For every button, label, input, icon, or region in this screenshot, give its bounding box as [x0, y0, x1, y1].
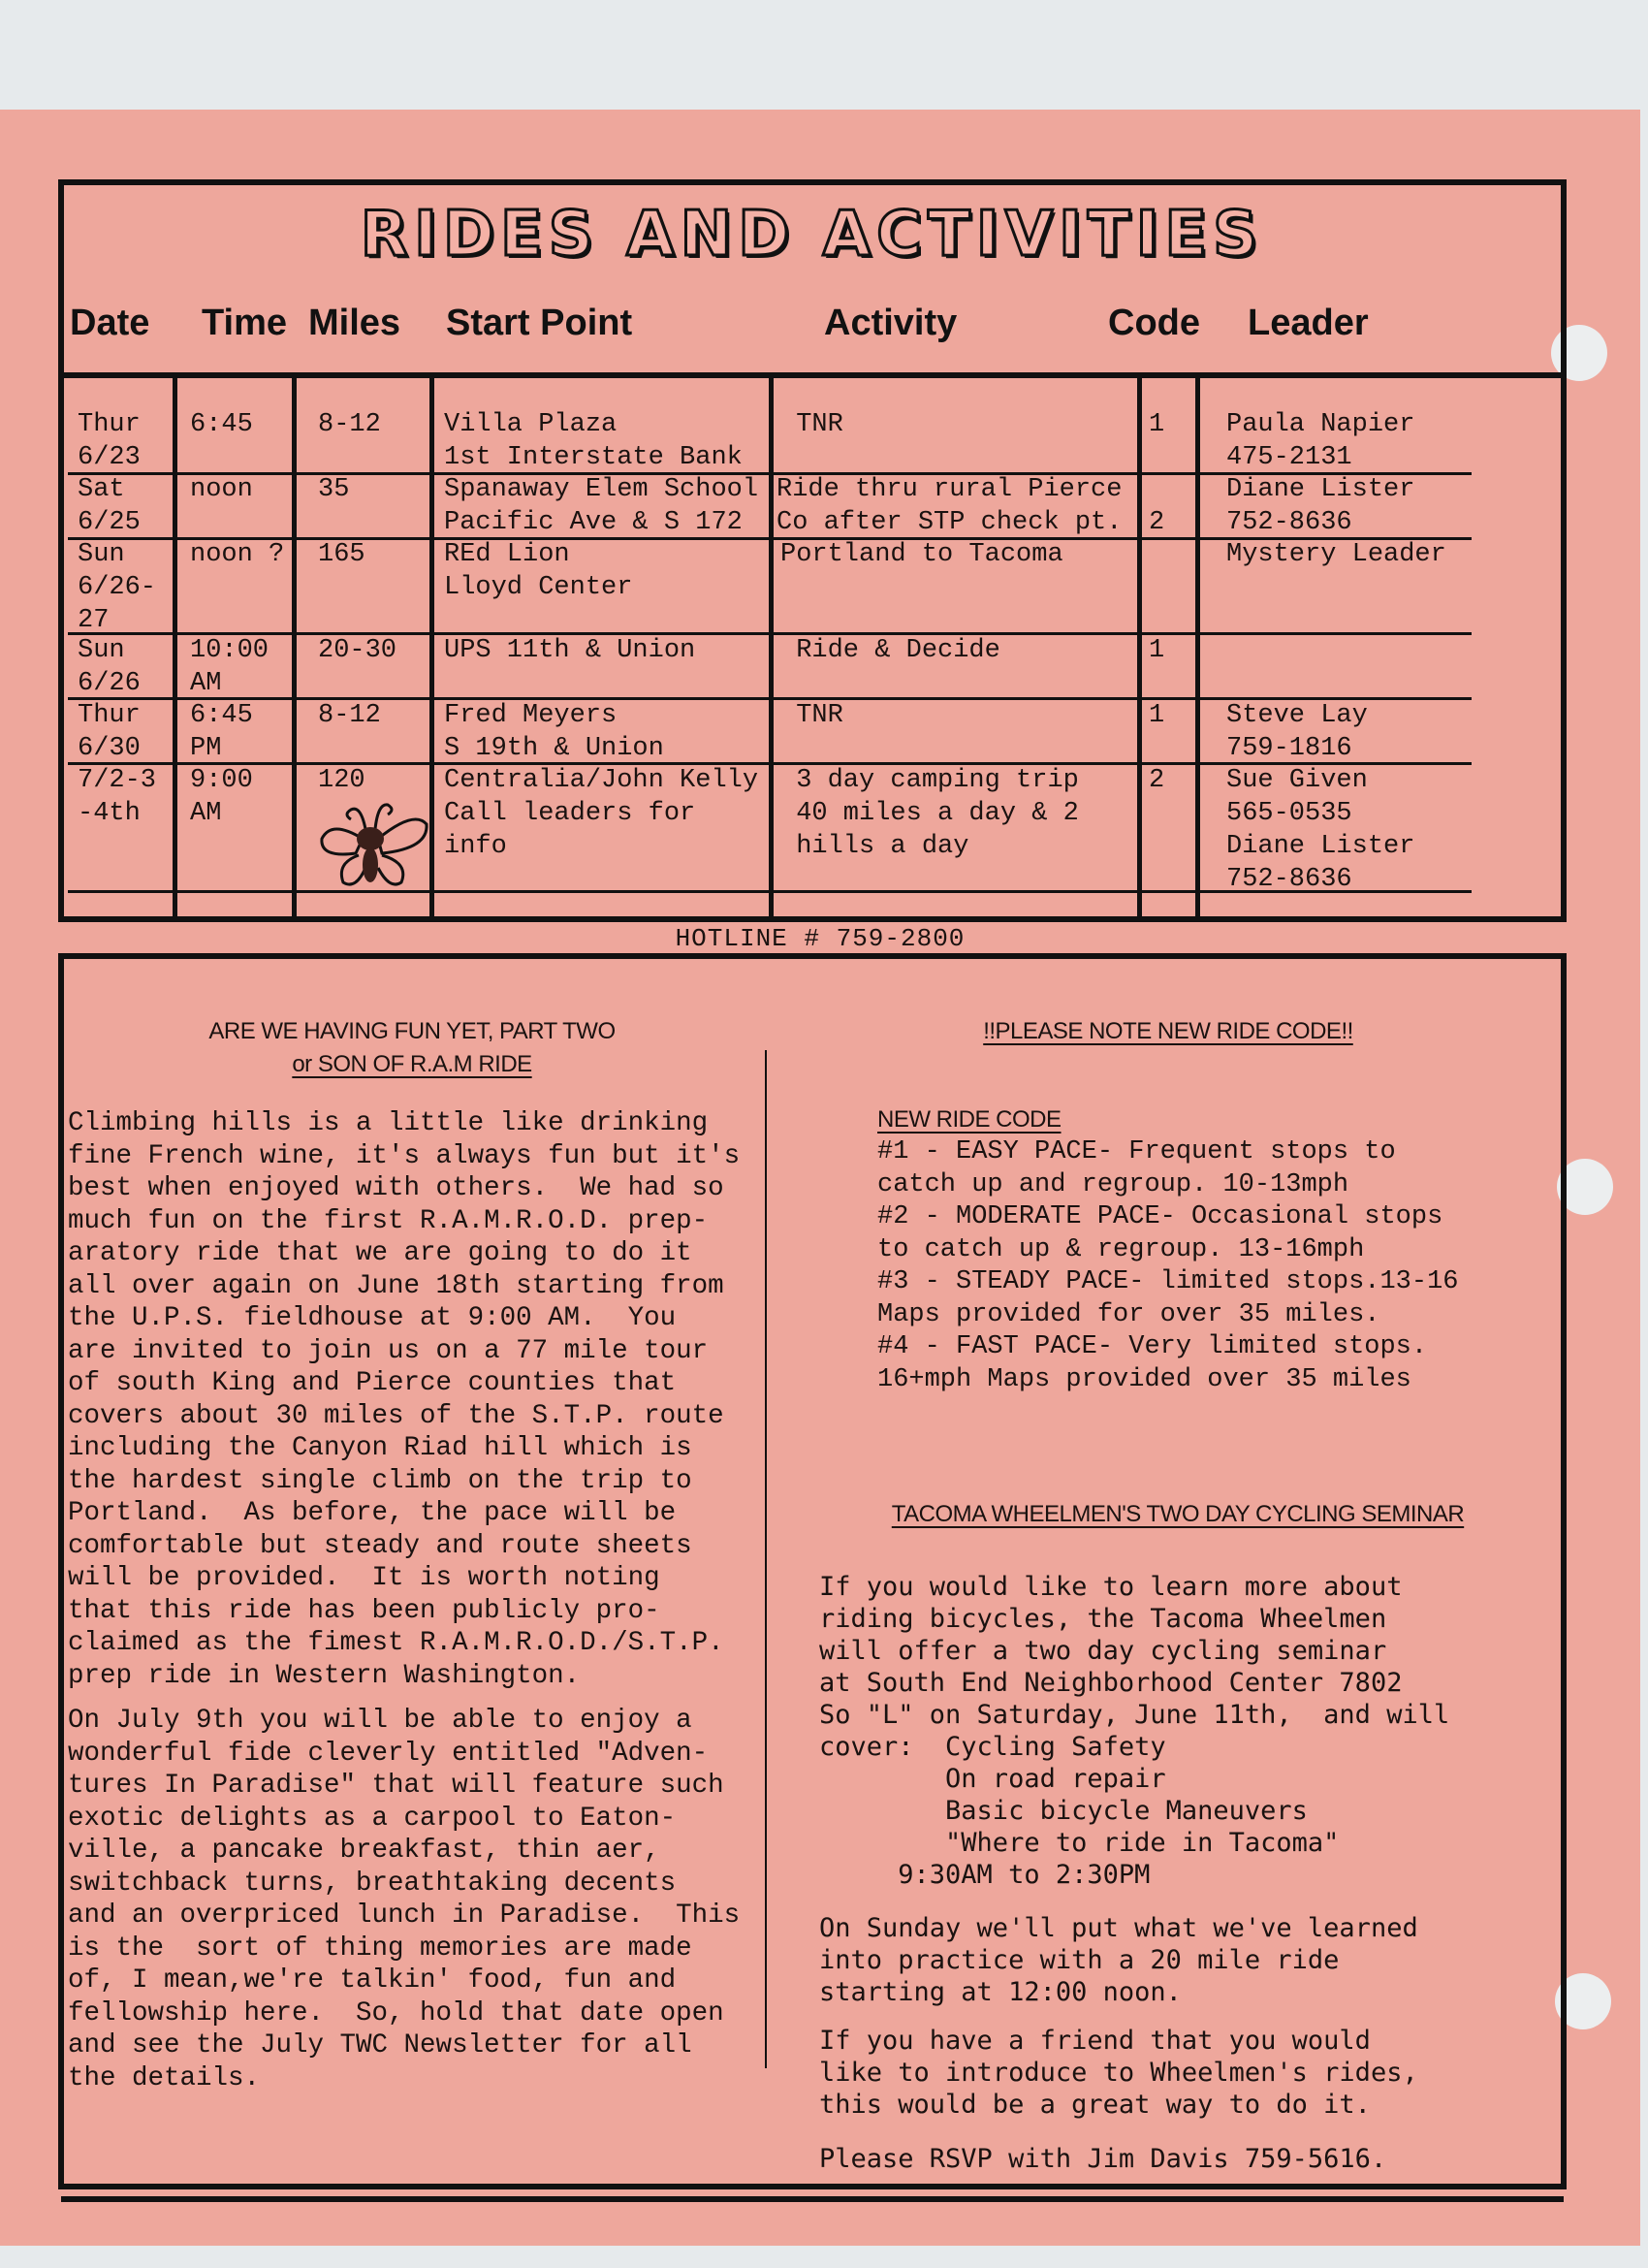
seminar-rsvp: Please RSVP with Jim Davis 759-5616.	[819, 2144, 1387, 2174]
seminar-heading: TACOMA WHEELMEN'S TWO DAY CYCLING SEMINAR	[891, 1501, 1465, 1527]
cell-code: 2	[1149, 508, 1165, 537]
cell-time: 6:45	[190, 410, 253, 439]
column-header-leader: Leader	[1248, 303, 1369, 343]
cell-start-point: Spanaway Elem School Pacific Ave & S 172	[444, 475, 759, 537]
column-divider	[765, 1050, 767, 2068]
cell-leader: Steve Lay 759-1816	[1226, 701, 1368, 763]
cell-code: 2	[1149, 766, 1165, 795]
page-title: RIDES AND ACTIVITIES	[360, 199, 1264, 271]
cell-date: Thur 6/30	[78, 701, 141, 763]
cell-start-point: REd Lion Lloyd Center	[444, 540, 633, 602]
cell-date: Thur 6/23	[78, 410, 141, 472]
cell-time: 9:00 AM	[190, 766, 253, 828]
cell-date: Sun 6/26- 27	[78, 540, 157, 635]
cell-date: Sat 6/25	[78, 475, 141, 537]
article-title: ARE WE HAVING FUN YET, PART TWO	[208, 1018, 616, 1044]
bottom-double-rule	[61, 2196, 1564, 2202]
butterfly-icon	[312, 785, 438, 892]
column-header-date: Date	[70, 303, 150, 343]
article-paragraph: On July 9th you will be able to enjoy a wonderful fide cleverly entitled "Adven- tures In Paradise" that will feature such exotic delights as a carpool to Eaton- ville, a pancake breakfast, thin aer, switchback turns, breathtaking decents and an overpriced lunch in Paradise. This is the sort of thing memories are made of, I mean,we're talkin' food, fun and fellowship here. So, hold that date open and see the July TWC Newsletter for all the details.	[68, 1706, 741, 2093]
cell-miles: 120	[318, 766, 365, 795]
cell-code: 1	[1149, 701, 1165, 730]
column-divider	[173, 376, 177, 919]
cell-start-point: Villa Plaza 1st Interstate Bank	[444, 410, 743, 472]
cell-code: 1	[1149, 636, 1165, 665]
column-divider	[1137, 376, 1142, 919]
column-header-time: Time	[202, 303, 288, 343]
hotline-text: HOTLINE # 759-2800	[675, 924, 966, 953]
ride-code-list: #1 - EASY PACE- Frequent stops to catch up and regroup. 10-13mph #2 - MODERATE PACE- Occasional stops to catch up & regroup. 13-16mph #3 - STEADY PACE- limited stops.13-16 Maps provided for over 35 miles. #4 - FAST PACE- Very limited stops. 16+mph Maps provided over 35 miles	[877, 1137, 1459, 1394]
cell-start-point: Fred Meyers S 19th & Union	[444, 701, 664, 763]
cell-leader: Sue Given 565-0535 Diane Lister 752-8636	[1226, 766, 1415, 894]
cell-activity: 3 day camping trip 40 miles a day & 2 hills a day	[796, 766, 1079, 861]
column-header-code: Code	[1108, 303, 1200, 343]
seminar-sunday: On Sunday we'll put what we've learned into practice with a 20 mile ride starting at 12:00 noon.	[819, 1913, 1418, 2007]
cell-miles: 20-30	[318, 636, 397, 665]
cell-code: 1	[1149, 410, 1165, 439]
cell-activity: TNR	[780, 701, 843, 730]
cell-time: noon	[190, 475, 253, 504]
cell-time: 10:00 AM	[190, 636, 269, 698]
ride-code-heading: NEW RIDE CODE	[877, 1106, 1062, 1133]
cell-miles: 165	[318, 540, 365, 569]
cell-leader: Diane Lister 752-8636	[1226, 475, 1415, 537]
seminar-intro: If you would like to learn more about riding bicycles, the Tacoma Wheelmen will offer a two day cycling seminar at South End Neighborhood Center 7802 So "L" on Saturday, June 11th, and will cover: Cycling Safety On road repair Basic bicycle Maneuvers "Where to ride in Tacoma" 9:30AM to 2:30PM	[819, 1572, 1450, 1890]
ride-code-notice: !!PLEASE NOTE NEW RIDE CODE!!	[983, 1018, 1353, 1044]
article-paragraph: Climbing hills is a little like drinking fine French wine, it's always fun but it's best when enjoyed with others. We had so much fun on the first R.A.M.R.O.D. prep- aratory ride that we are going to do it all over again on June 18th starting from the U.P.S. fieldhouse at 9:00 AM. You are invited to join us on a 77 mile tour of south King and Pierce counties that covers about 30 miles of the S.T.P. route including the Canyon Riad hill which is the hardest single climb on the trip to Portland. As before, the pace will be comfortable but steady and route sheets will be provided. It is worth noting that this ride has been publicly pro- claimed as the fimest R.A.M.R.O.D./S.T.P. prep ride in Western Washington.	[68, 1108, 741, 1691]
column-header-miles: Miles	[308, 303, 401, 343]
cell-date: 7/2-3 -4th	[78, 766, 157, 828]
cell-miles: 8-12	[318, 701, 381, 730]
column-header-start-point: Start Point	[446, 303, 633, 343]
cell-date: Sun 6/26	[78, 636, 141, 698]
column-divider	[1195, 376, 1200, 919]
column-divider	[292, 376, 297, 919]
cell-leader: Mystery Leader	[1226, 540, 1446, 569]
cell-activity: Portland to Tacoma	[780, 540, 1063, 569]
cell-miles: 35	[318, 475, 350, 504]
cell-start-point: UPS 11th & Union	[444, 636, 696, 665]
seminar-friend: If you have a friend that you would like to introduce to Wheelmen's rides, this would be a great way to do it.	[819, 2026, 1418, 2120]
cell-activity: Ride thru rural Pierce Co after STP check pt.	[776, 475, 1123, 537]
cell-time: noon ?	[190, 540, 285, 569]
article-subtitle: or SON OF R.A.M RIDE	[292, 1051, 532, 1077]
cell-leader: Paula Napier 475-2131	[1226, 410, 1415, 472]
cell-miles: 8-12	[318, 410, 381, 439]
header-divider	[58, 372, 1567, 378]
cell-start-point: Centralia/John Kelly Call leaders for info	[444, 766, 759, 861]
row-divider	[68, 632, 1472, 635]
cell-activity: TNR	[780, 410, 843, 439]
column-header-activity: Activity	[824, 303, 958, 343]
cell-activity: Ride & Decide	[780, 636, 1000, 665]
column-divider	[769, 376, 774, 919]
cell-time: 6:45 PM	[190, 701, 253, 763]
